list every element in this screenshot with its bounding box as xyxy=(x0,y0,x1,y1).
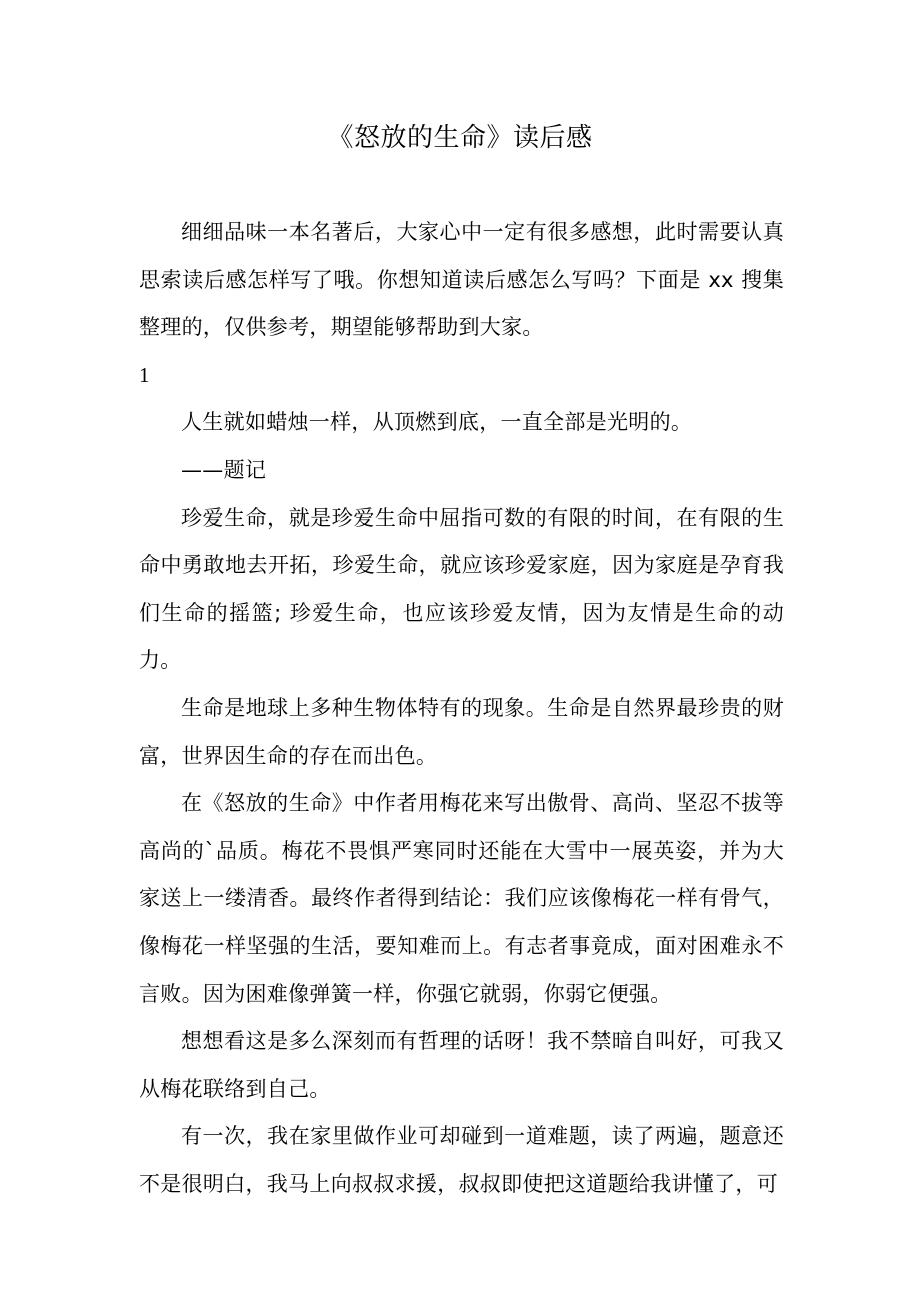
body-paragraph: 有一次，我在家里做作业可却碰到一道难题，读了两遍，题意还不是很明白，我马上向叔叔求援，叔叔即使把这道题给我讲懂了，可 xyxy=(139,1124,784,1196)
intro-paragraph: 细细品味一本名著后，大家心中一定有很多感想，此时需要认真思索读后感怎样写了哦。你想知道读后感怎么写吗？下面是 xx 搜集整理的，仅供参考，期望能够帮助到大家。 xyxy=(139,220,784,340)
body-paragraph: 想想看这是多么深刻而有哲理的话呀！我不禁暗自叫好，可我又从梅花联络到自己。 xyxy=(139,1029,784,1101)
body-paragraph: 生命是地球上多种生物体特有的现象。生命是自然界最珍贵的财富，世界因生命的存在而出色。 xyxy=(139,695,784,768)
section-number: 1 xyxy=(139,362,150,387)
body-paragraph: 珍爱生命，就是珍爱生命中屈指可数的有限的时间，在有限的生命中勇敢地去开拓，珍爱生命，就应该珍爱家庭，因为家庭是孕育我们生命的摇篮; 珍爱生命，也应该珍爱友情，因为友情是生命的动力。 xyxy=(139,505,784,673)
document-title: 《怒放的生命》读后感 xyxy=(327,123,593,153)
epigraph-text: 人生就如蜡烛一样，从顶燃到底，一直全部是光明的。 xyxy=(181,410,693,435)
body-paragraph: 在《怒放的生命》中作者用梅花来写出傲骨、高尚、坚忍不拔等高尚的`品质。梅花不畏惧严寒同时还能在大雪中一展英姿，并为大家送上一缕清香。最终作者得到结论：我们应该像梅花一样有骨气，像梅花一样坚强的生活，要知难而上。有志者事竟成，面对困难永不言败。因为困难像弹簧一样，你强它就弱，你弱它便强。 xyxy=(139,791,784,1006)
document-body xyxy=(139,209,784,1208)
epigraph-attribution: ——题记 xyxy=(181,457,267,482)
